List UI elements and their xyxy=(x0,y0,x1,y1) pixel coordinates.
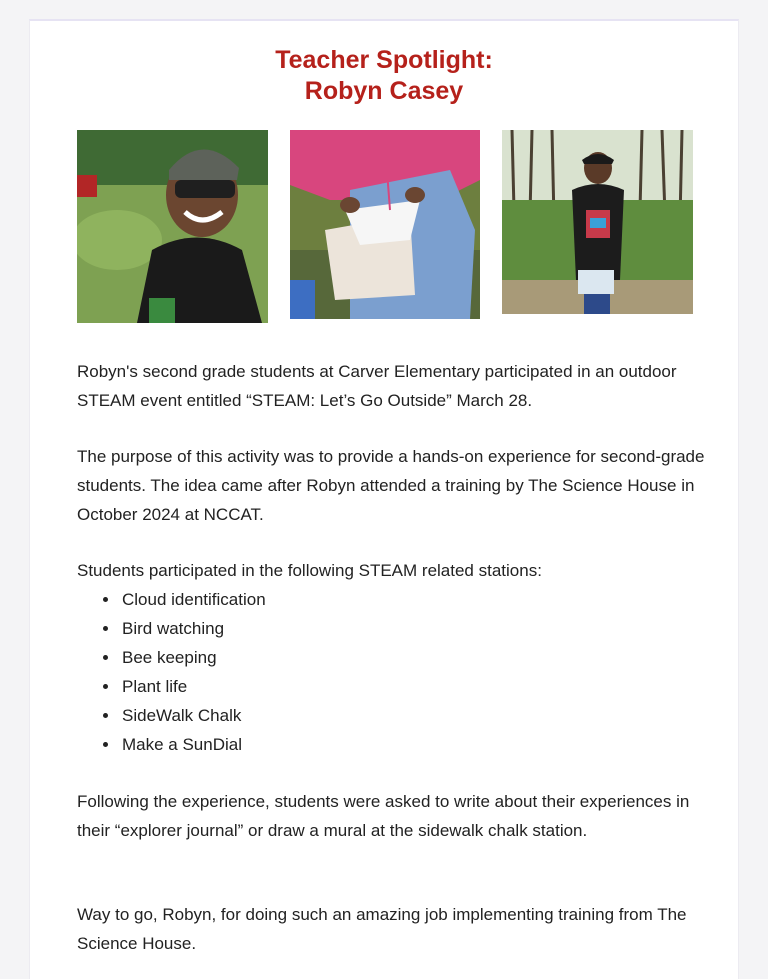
list-item: SideWalk Chalk xyxy=(77,701,266,730)
page-title: Teacher Spotlight: xyxy=(275,46,493,74)
stations-list xyxy=(77,585,266,759)
teacher-name: Robyn Casey xyxy=(304,77,464,105)
outdoor-photo xyxy=(502,130,693,314)
selfie-photo xyxy=(77,130,268,323)
list-item: Bird watching xyxy=(77,614,266,643)
activity-photo xyxy=(290,130,480,319)
paragraph-event: Robyn's second grade students at Carver Elementary participated in an outdoor STEAM event entitled “STEAM: Let’s Go Outside” March 28. xyxy=(77,362,677,410)
list-item: Bee keeping xyxy=(77,643,266,672)
stations-intro: Students participated in the following STEAM related stations: xyxy=(77,561,542,580)
paragraph-closing: Way to go, Robyn, for doing such an amazing job implementing training from The Science House. xyxy=(77,905,687,953)
list-item: Cloud identification xyxy=(77,585,266,614)
paragraph-purpose: The purpose of this activity was to provide a hands-on experience for second-grade students. The idea came after Robyn attended a training by The Science House in October 2024 at NCCAT. xyxy=(77,447,705,524)
list-item: Plant life xyxy=(77,672,266,701)
newsletter-card xyxy=(29,19,739,979)
paragraph-followup: Following the experience, students were asked to write about their experiences in their “explorer journal” or draw a mural at the sidewalk chalk station. xyxy=(77,792,690,840)
list-item: Make a SunDial xyxy=(77,730,266,759)
